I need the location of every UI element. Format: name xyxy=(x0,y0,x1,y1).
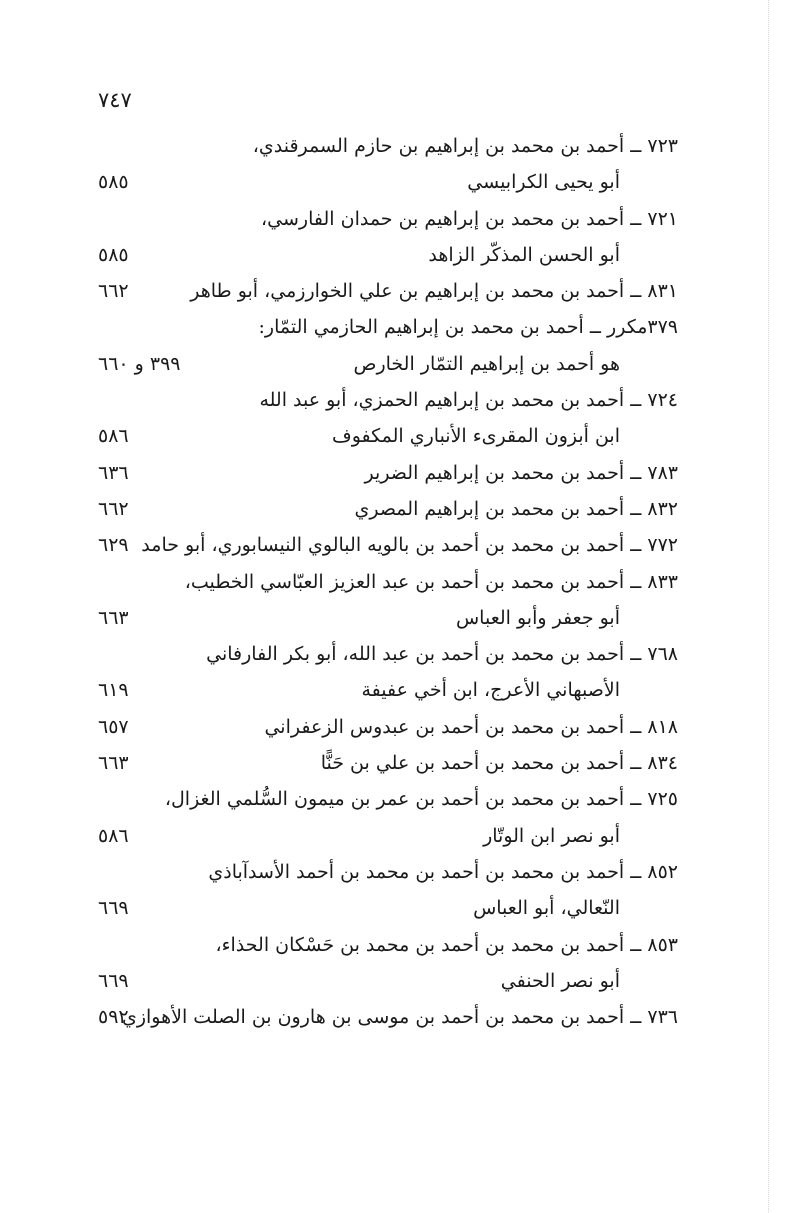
index-entry xyxy=(98,491,678,527)
entry-text: ٧٧٢ ــ أحمد بن محمد بن أحمد بن بالويه البالوي النيسابوري، أبو حامد xyxy=(141,534,678,557)
entry-pages: ٥٩٢ xyxy=(98,1006,129,1029)
entry-pages: ٦١٩ xyxy=(98,679,129,702)
entry-text: هو أحمد بن إبراهيم التمّار الخارص xyxy=(353,352,620,375)
index-entry xyxy=(98,564,678,600)
entry-text: ٨٣٣ ــ أحمد بن محمد بن أحمد بن عبد العزيز العبّاسي الخطيب، xyxy=(184,570,678,593)
entry-text: ٧٨٣ ــ أحمد بن محمد بن إبراهيم الضرير xyxy=(364,461,678,484)
index-entry xyxy=(98,273,678,309)
entry-text: ٧٦٨ ــ أحمد بن محمد بن أحمد بن عبد الله، أبو بكر الفارفاني xyxy=(206,643,678,666)
page-number: ٧٤٧ xyxy=(98,88,132,112)
index-entry-continuation xyxy=(98,418,678,454)
entry-pages: ٦٦٢ xyxy=(98,280,129,303)
entry-text: ٨١٨ ــ أحمد بن محمد بن أحمد بن عبدوس الزعفراني xyxy=(264,715,678,738)
entry-pages: ٦٦٩ xyxy=(98,969,129,992)
index-entry-continuation xyxy=(98,890,678,926)
index-entry-continuation xyxy=(98,164,678,200)
entry-pages: ٦٢٩ xyxy=(98,534,129,557)
entry-pages: ٦٦٢ xyxy=(98,497,129,520)
entry-text: ابن أبزون المقرىء الأنباري المكفوف xyxy=(332,425,620,448)
entry-pages: ٦٦٩ xyxy=(98,897,129,920)
entry-text: الأصبهاني الأعرج، ابن أخي عفيفة xyxy=(361,679,620,702)
entry-pages: ٦٣٦ xyxy=(98,461,129,484)
entry-text: ٨٥٢ ــ أحمد بن محمد بن أحمد بن محمد بن أحمد الأسدآباذي xyxy=(208,860,678,883)
index-entry-continuation xyxy=(98,672,678,708)
entry-text: ٧٢٣ ــ أحمد بن محمد بن إبراهيم بن حازم السمرقندي، xyxy=(252,135,678,157)
entry-text: ٧٢٤ ــ أحمد بن محمد بن إبراهيم الحمزي، أبو عبد الله xyxy=(259,389,678,412)
index-entry xyxy=(98,309,678,345)
index-entry xyxy=(98,999,678,1035)
entry-pages: ٥٨٥ xyxy=(98,243,129,266)
index-entry xyxy=(98,709,678,745)
index-entry-continuation xyxy=(98,346,678,382)
index-entry xyxy=(98,636,678,672)
index-entry xyxy=(98,781,678,817)
index-entry xyxy=(98,527,678,563)
index-entry xyxy=(98,128,678,164)
entry-pages: ٥٨٦ xyxy=(98,824,129,847)
entry-pages: ٥٨٥ xyxy=(98,171,129,194)
index-entry-continuation xyxy=(98,818,678,854)
entry-pages: ٥٨٦ xyxy=(98,425,129,448)
entry-text: ٨٥٣ ــ أحمد بن محمد بن أحمد بن محمد بن حَسْكان الحذاء، xyxy=(215,933,678,956)
entry-pages: ٣٩٩ و ٦٦٠ xyxy=(98,352,181,375)
entry-text: أبو نصر ابن الوتّار xyxy=(483,824,620,847)
index-entry xyxy=(98,382,678,418)
index-entry-continuation xyxy=(98,600,678,636)
entry-text: أبو نصر الحنفي xyxy=(500,969,620,992)
index-entry xyxy=(98,745,678,781)
entry-text: ٧٢١ ــ أحمد بن محمد بن إبراهيم بن حمدان الفارسي، xyxy=(261,207,678,230)
entry-pages: ٦٦٣ xyxy=(98,606,129,629)
page-edge-rule xyxy=(767,0,769,1213)
entry-text: ٨٣١ ــ أحمد بن محمد بن إبراهيم بن علي الخوارزمي، أبو طاهر xyxy=(190,280,678,303)
entry-text: ٨٣٢ ــ أحمد بن محمد بن إبراهيم المصري xyxy=(354,497,678,520)
index-entry-continuation xyxy=(98,237,678,273)
entry-pages: ٦٥٧ xyxy=(98,715,129,738)
entry-text: أبو يحيى الكرابيسي xyxy=(467,171,620,194)
entry-text: ٧٣٦ ــ أحمد بن محمد بن أحمد بن موسى بن هارون بن الصلت الأهوازي xyxy=(121,1006,678,1029)
entry-text: ٣٧٩مكرر ــ أحمد بن محمد بن إبراهيم الحازمي التمّار: xyxy=(258,316,678,339)
index-list xyxy=(98,128,678,1035)
index-entry xyxy=(98,201,678,237)
entry-text: أبو جعفر وأبو العباس xyxy=(455,606,620,629)
index-entry xyxy=(98,455,678,491)
entry-text: النّعالي، أبو العباس xyxy=(473,897,620,920)
entry-text: أبو الحسن المذكّر الزاهد xyxy=(428,243,620,266)
entry-text: ٨٣٤ ــ أحمد بن محمد بن أحمد بن علي بن حَنًّا xyxy=(320,752,678,775)
index-entry-continuation xyxy=(98,963,678,999)
index-entry xyxy=(98,927,678,963)
index-entry xyxy=(98,854,678,890)
entry-pages: ٦٦٣ xyxy=(98,752,129,775)
entry-text: ٧٢٥ ــ أحمد بن محمد بن أحمد بن عمر بن ميمون السُّلمي الغزال، xyxy=(164,788,678,811)
